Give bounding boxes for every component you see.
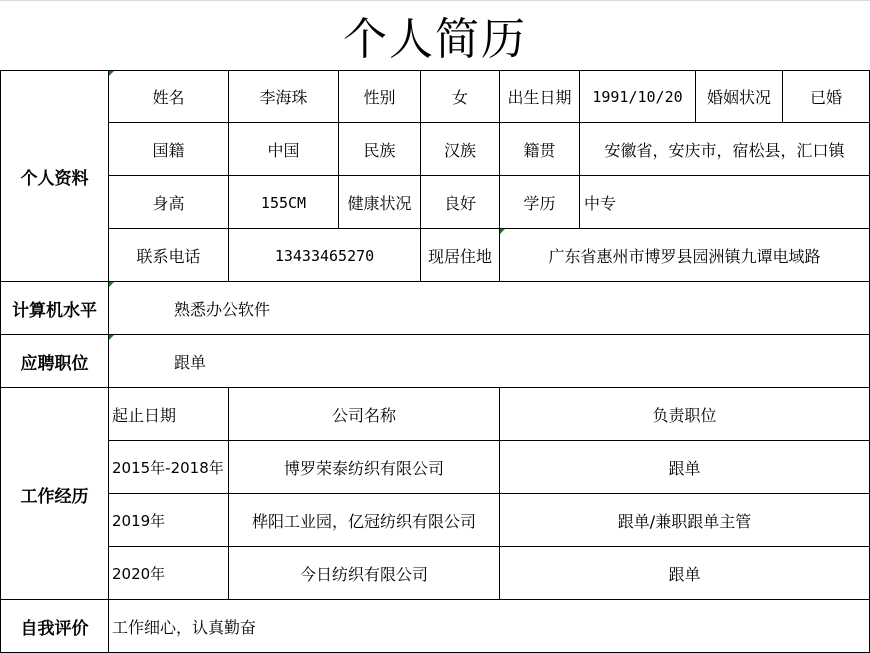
- page-title: 个人简历: [343, 14, 527, 65]
- border-v-420: [420, 70, 421, 282]
- work-row-1-role: 跟单: [668, 459, 701, 478]
- border-v-228-top: [228, 70, 229, 282]
- border-h-work-r1: [108, 440, 870, 441]
- work-row-1-date: 2015年-2018年: [112, 459, 224, 477]
- border-v-left: [0, 70, 1, 653]
- height-label: 身高: [152, 194, 185, 213]
- border-h-work-r2: [108, 493, 870, 494]
- border-v-499-work: [499, 388, 500, 600]
- border-h-r2: [108, 175, 870, 176]
- border-v-579: [579, 70, 580, 229]
- border-h-computer-end: [0, 334, 870, 335]
- height-value: 155CM: [260, 193, 307, 212]
- origin-label: 籍贯: [523, 141, 556, 160]
- phone-value: 13433465270: [274, 246, 375, 265]
- computer-label: 计算机水平: [12, 301, 97, 321]
- gender-value: 女: [451, 88, 468, 107]
- comment-marker: [109, 282, 114, 287]
- phone-label: 联系电话: [136, 247, 201, 266]
- address-value: 广东省惠州市博罗县园洲镇九谭电域路: [548, 247, 821, 266]
- work-row-3-company: 今日纺织有限公司: [299, 565, 428, 584]
- border-v-228-work: [228, 388, 229, 600]
- border-v-695: [695, 70, 696, 123]
- work-row-2-role: 跟单/兼职跟单主管: [617, 512, 752, 531]
- ethnicity-value: 汉族: [443, 141, 476, 160]
- birth-value: 1991/10/20: [592, 87, 683, 106]
- name-label: 姓名: [152, 88, 185, 107]
- self-eval-value: 工作细心，认真勤奋: [112, 618, 257, 637]
- birth-label: 出生日期: [507, 88, 572, 107]
- work-header-company: 公司名称: [331, 406, 396, 425]
- name-value: 李海珠: [259, 88, 308, 107]
- position-label: 应聘职位: [20, 354, 89, 374]
- comment-marker: [109, 335, 114, 340]
- comment-marker: [109, 71, 114, 76]
- border-h-position-end: [0, 387, 870, 388]
- border-h-top: [0, 70, 870, 71]
- marital-value: 已婚: [809, 88, 842, 107]
- work-row-3-date: 2020年: [112, 565, 166, 583]
- border-h-work-end: [0, 599, 870, 600]
- work-section-label: 工作经历: [20, 486, 89, 507]
- health-label: 健康状况: [347, 194, 412, 213]
- education-value: 中专: [584, 194, 617, 213]
- nationality-value: 中国: [267, 141, 300, 160]
- work-row-1-company: 博罗荣泰纺织有限公司: [283, 459, 444, 478]
- border-h-r3: [108, 228, 870, 229]
- border-v-label-col: [108, 70, 109, 653]
- self-eval-label: 自我评价: [20, 619, 89, 639]
- computer-value: 熟悉办公软件: [174, 300, 271, 319]
- nationality-label: 国籍: [152, 141, 185, 160]
- ethnicity-label: 民族: [363, 141, 396, 160]
- work-header-role: 负责职位: [652, 406, 717, 425]
- personal-section-label: 个人资料: [20, 168, 89, 189]
- origin-value: 安徽省，安庆市，宿松县，汇口镇: [604, 141, 845, 160]
- work-row-2-company: 桦阳工业园，亿冠纺织有限公司: [251, 512, 476, 531]
- border-v-338: [338, 70, 339, 229]
- work-row-2-date: 2019年: [112, 512, 166, 530]
- border-h-r1: [108, 122, 870, 123]
- health-value: 良好: [443, 194, 476, 213]
- border-v-499-top: [499, 70, 500, 282]
- address-label: 现居住地: [427, 247, 492, 266]
- work-header-date: 起止日期: [112, 406, 177, 425]
- marital-label: 婚姻状况: [706, 88, 771, 107]
- gender-label: 性别: [363, 88, 396, 107]
- position-value: 跟单: [174, 353, 207, 372]
- comment-marker: [500, 229, 505, 234]
- border-v-782: [782, 70, 783, 123]
- education-label: 学历: [523, 194, 556, 213]
- border-h-work-r3: [108, 546, 870, 547]
- border-h-personal-end: [0, 281, 870, 282]
- work-row-3-role: 跟单: [668, 565, 701, 584]
